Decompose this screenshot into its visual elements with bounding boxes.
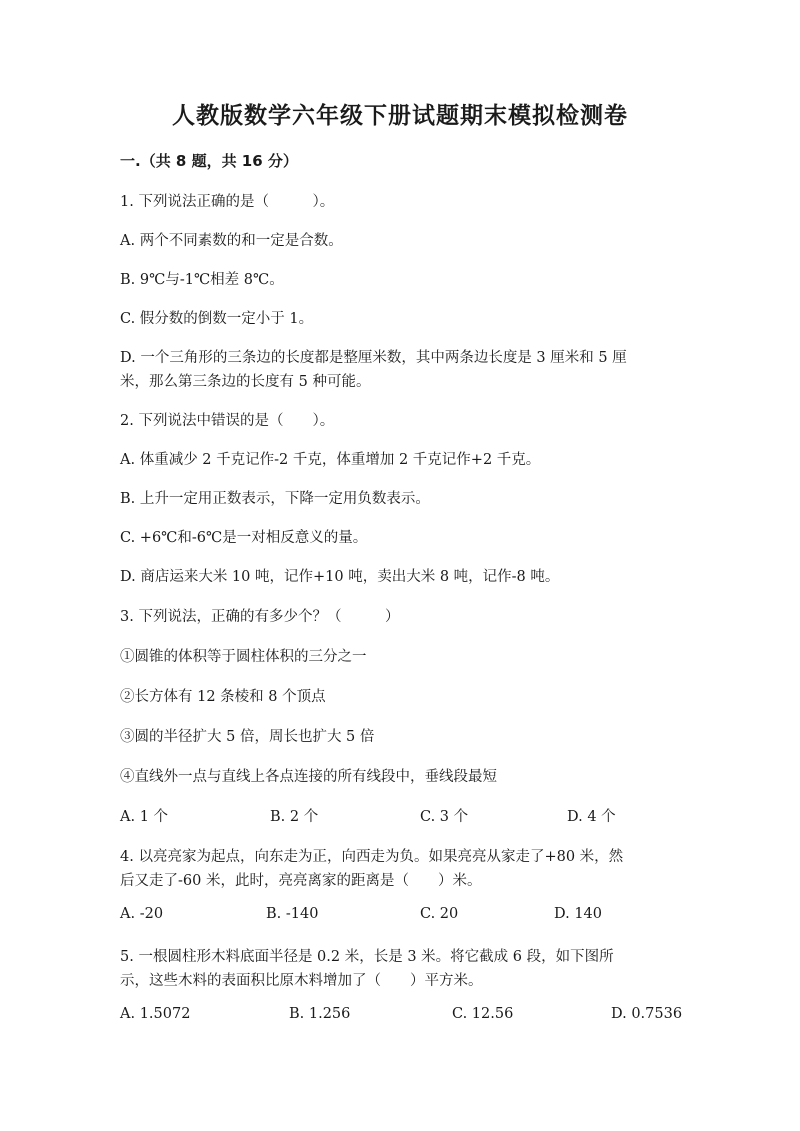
q1-option-d-line2: 米，那么第三条边的长度有 5 种可能。 (120, 374, 371, 390)
q5-option-c: C. 12.56 (452, 1006, 514, 1022)
page-title: 人教版数学六年级下册试题期末模拟检测卷 (172, 103, 628, 129)
q1-option-c: C. 假分数的倒数一定小于 1。 (120, 311, 314, 327)
q4-stem-line1: 4. 以亮亮家为起点，向东走为正，向西走为负。如果亮亮从家走了+80 米，然 (120, 849, 624, 865)
q5-stem-line1: 5. 一根圆柱形木料底面半径是 0.2 米，长是 3 米。将它截成 6 段，如下图所 (120, 949, 614, 965)
q3-stem: 3. 下列说法，正确的有多少个？（ ） (120, 609, 400, 625)
q3-option-d: D. 4 个 (567, 809, 616, 825)
q3-option-b: B. 2 个 (270, 809, 319, 825)
q3-option-c: C. 3 个 (420, 809, 469, 825)
section-heading: 一.（共 8 题，共 16 分） (120, 152, 298, 170)
q2-stem: 2. 下列说法中错误的是（ ）。 (120, 413, 335, 429)
q3-option-a: A. 1 个 (120, 809, 169, 825)
q5-option-a: A. 1.5072 (120, 1006, 191, 1022)
q3-statement-4: ④直线外一点与直线上各点连接的所有线段中，垂线段最短 (120, 769, 497, 785)
q1-option-a: A. 两个不同素数的和一定是合数。 (120, 233, 343, 249)
q4-option-b: B. -140 (266, 906, 319, 922)
q2-option-d: D. 商店运来大米 10 吨，记作+10 吨，卖出大米 8 吨，记作-8 吨。 (120, 569, 560, 585)
q2-option-b: B. 上升一定用正数表示，下降一定用负数表示。 (120, 491, 430, 507)
q2-option-a: A. 体重减少 2 千克记作-2 千克，体重增加 2 千克记作+2 千克。 (120, 452, 541, 468)
q1-option-d-line1: D. 一个三角形的三条边的长度都是整厘米数，其中两条边长度是 3 厘米和 5 厘 (120, 350, 627, 366)
q4-option-c: C. 20 (420, 906, 459, 922)
q4-stem-line2: 后又走了-60 米，此时，亮亮离家的距离是（ ）米。 (120, 873, 482, 889)
q3-statement-3: ③圆的半径扩大 5 倍，周长也扩大 5 倍 (120, 729, 375, 745)
q5-stem-line2: 示，这些木料的表面积比原木料增加了（ ）平方米。 (120, 973, 483, 989)
q3-statement-1: ①圆锥的体积等于圆柱体积的三分之一 (120, 649, 367, 665)
q5-option-d: D. 0.7536 (611, 1006, 683, 1022)
q2-option-c: C. +6℃和-6℃是一对相反意义的量。 (120, 530, 368, 546)
q1-stem: 1. 下列说法正确的是（ ）。 (120, 194, 335, 210)
q3-statement-2: ②长方体有 12 条棱和 8 个顶点 (120, 689, 326, 705)
q1-option-b: B. 9℃与-1℃相差 8℃。 (120, 272, 284, 288)
q5-option-b: B. 1.256 (289, 1006, 351, 1022)
q4-option-a: A. -20 (120, 906, 164, 922)
q4-option-d: D. 140 (554, 906, 603, 922)
